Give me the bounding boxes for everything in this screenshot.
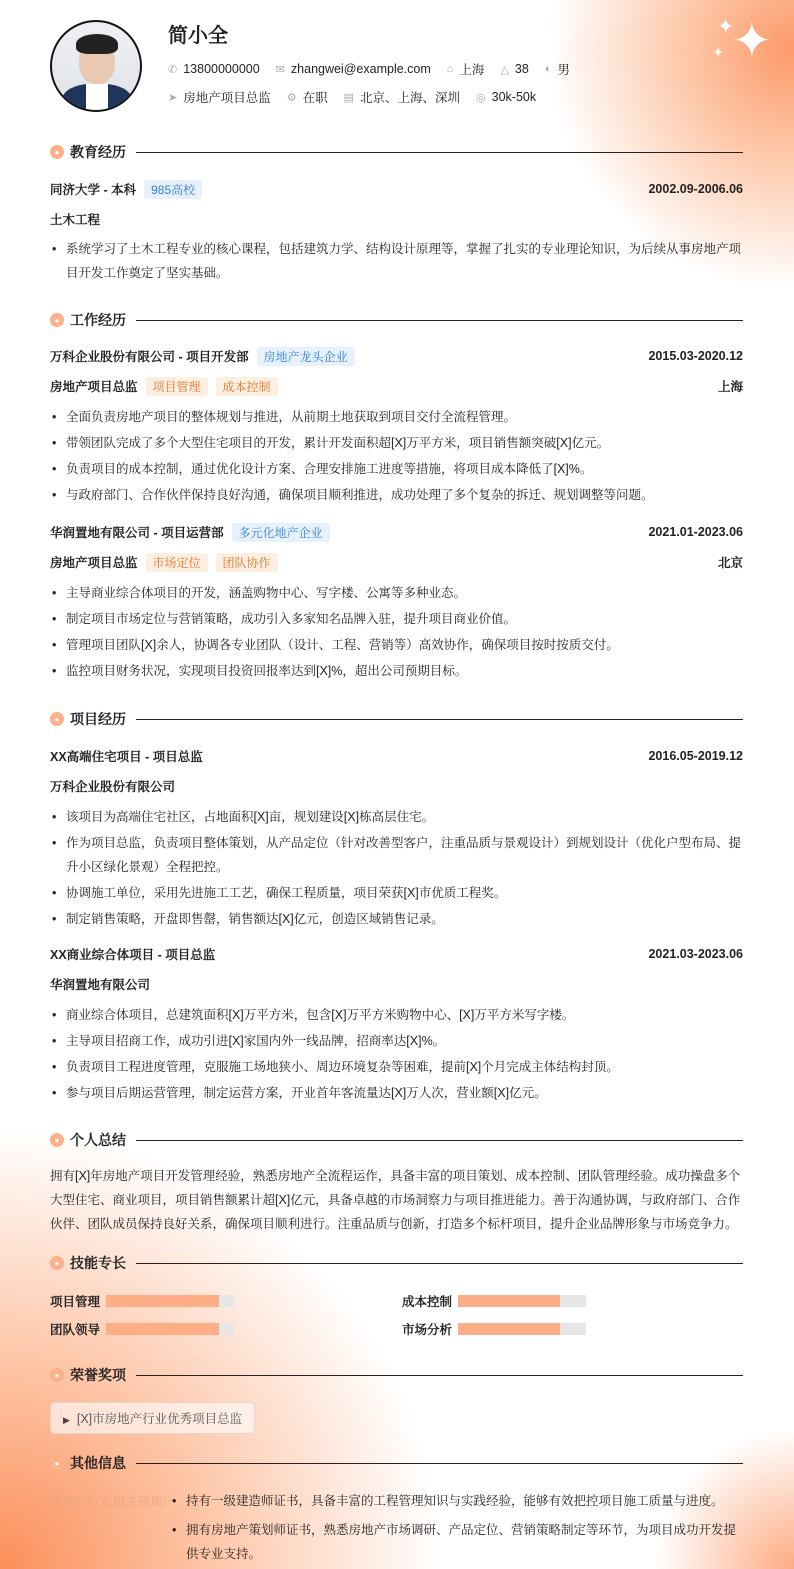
section-work: ● 工作经历 [50,310,743,330]
skill-item: 项目管理 [50,1292,234,1310]
skill-item: 成本控制 [402,1292,586,1310]
list-item: • 参与项目后期运营管理，制定运营方案，开业首年客流量达[X]万人次，营业额[X]亿元。 [50,1081,743,1105]
section-other: ● 其他信息 [50,1453,743,1473]
skill-tag: 项目管理 [146,377,208,396]
skill-item: 团队领导 [50,1320,234,1338]
job-row: ➤ 房地产项目总监 ⚙ 在职 ▤ 北京、上海、深圳 ◎ 30k-50k [168,90,537,105]
section-project: ● 项目经历 [50,709,743,729]
skill-tag: 团队协作 [216,553,278,572]
contact-row: ✆ 13800000000 ✉ zhangwei@example.com ⌂ 上海 △ 38 ◐ 男 [168,62,570,77]
send-icon: ➤ [168,91,178,104]
skill-tag: 成本控制 [216,377,278,396]
skills-icon: ● [50,1256,64,1270]
list-item: • 拥有房地产策划师证书，熟悉房地产市场调研、产品定位、营销策略制定等环节，为项目成功开发提供专业支持。 [170,1518,743,1566]
list-item: • 负责项目的成本控制，通过优化设计方案、合理安排施工进度等措施，将项目成本降低了[X]%。 [50,457,743,481]
skill-bar [106,1295,234,1307]
divider [136,320,743,321]
project-company: 华润置地有限公司 [50,978,151,992]
education-major: 土木工程 [50,213,101,227]
sparkle-icon: ✦ [712,44,724,60]
skill-bar [458,1295,586,1307]
skill-item: 市场分析 [402,1320,586,1338]
divider [136,1263,743,1264]
candidate-name: 简小全 [168,25,228,47]
status-icon: ⚙ [286,91,297,104]
work-header: 万科企业股份有限公司 - 项目开发部 房地产龙头企业 2015.03-2020.12 [50,347,743,365]
divider [136,152,743,153]
project-icon: ● [50,712,64,726]
school-tag: 985高校 [144,180,202,199]
company-tag: 多元化地产企业 [232,523,330,542]
section-awards: ● 荣誉奖项 [50,1365,743,1385]
skill-tag: 市场定位 [146,553,208,572]
divider [136,1375,743,1376]
list-item: • 制定项目市场定位与营销策略，成功引入多家知名品牌入驻，提升项目商业价值。 [50,607,743,631]
section-skills: ● 技能专长 [50,1253,743,1273]
award-item: ▶ [X]市房地产行业优秀项目总监 [50,1402,255,1434]
list-item: • 管理项目团队[X]余人，协调各专业团队（设计、工程、营销等）高效协作，确保项目按时按质交付。 [50,633,743,657]
work-role: 房地产项目总监 项目管理 成本控制 上海 [50,377,743,395]
project-header: XX高端住宅项目 - 项目总监 2016.05-2019.12 [50,749,743,764]
education-icon: ● [50,145,64,159]
awards-icon: ● [50,1368,64,1382]
sparkle-icon: ✦ [731,15,772,68]
company-tag: 房地产龙头企业 [257,347,355,366]
project-header: XX商业综合体项目 - 项目总监 2021.03-2023.06 [50,947,743,962]
list-item: • 监控项目财务状况，实现项目投资回报率达到[X]%，超出公司预期目标。 [50,659,743,683]
email-icon: ✉ [275,63,285,76]
gender-icon: ◐ [544,63,552,75]
project-company: 万科企业股份有限公司 [50,780,176,794]
other-label: 房地产行业相关资质: [50,1495,166,1509]
summary-icon: ● [50,1133,64,1147]
building-icon: ▤ [343,91,355,104]
divider [136,1463,743,1464]
section-education: ● 教育经历 [50,142,743,162]
divider [136,719,743,720]
list-item: • 该项目为高端住宅社区，占地面积[X]亩，规划建设[X]栋高层住宅。 [50,805,743,829]
list-item: • 负责项目工程进度管理，克服施工场地狭小、周边环境复杂等困难，提前[X]个月完成主体结构封顶。 [50,1055,743,1079]
skill-bar [458,1323,586,1335]
age-icon: △ [500,63,509,76]
salary-icon: ◎ [476,91,486,104]
caret-right-icon: ▶ [63,1415,70,1425]
list-item: • 主导商业综合体项目的开发，涵盖购物中心、写字楼、公寓等多种业态。 [50,581,743,605]
list-item: • 系统学习了土木工程专业的核心课程，包括建筑力学、结构设计原理等，掌握了扎实的专业理论知识，为后续从事房地产项目开发工作奠定了坚实基础。 [50,237,743,285]
phone-icon: ✆ [168,63,178,76]
list-item: • 全面负责房地产项目的整体规划与推进，从前期土地获取到项目交付全流程管理。 [50,405,743,429]
home-icon: ⌂ [446,63,454,75]
list-item: • 主导项目招商工作，成功引进[X]家国内外一线品牌，招商率达[X]%。 [50,1029,743,1053]
list-item: • 协调施工单位，采用先进施工工艺，确保工程质量，项目荣获[X]市优质工程奖。 [50,881,743,905]
list-item: • 制定销售策略，开盘即售罄，销售额达[X]亿元，创造区域销售记录。 [50,907,743,931]
avatar [50,20,142,112]
section-summary: ● 个人总结 [50,1130,743,1150]
skill-bar [106,1323,234,1335]
work-header: 华润置地有限公司 - 项目运营部 多元化地产企业 2021.01-2023.06 [50,523,743,541]
education-header: 同济大学 - 本科 985高校 2002.09-2006.06 [50,180,743,198]
list-item: • 带领团队完成了多个大型住宅项目的开发，累计开发面积超[X]万平方米，项目销售额突破[X]亿元。 [50,431,743,455]
list-item: • 商业综合体项目，总建筑面积[X]万平方米，包含[X]万平方米购物中心、[X]万平方米写字楼。 [50,1003,743,1027]
work-role: 房地产项目总监 市场定位 团队协作 北京 [50,553,743,571]
work-icon: ● [50,313,64,327]
list-item: • 作为项目总监，负责项目整体策划，从产品定位（针对改善型客户，注重品质与景观设计）到规划设计（优化户型布局、提升小区绿化景观）全程把控。 [50,831,743,879]
summary-text: 拥有[X]年房地产项目开发管理经验，熟悉房地产全流程运作，具备丰富的项目策划、成本控制、团队管理经验。成功操盘多个大型住宅、商业项目，项目销售额累计超[X]亿元，具备卓越的市场洞察力与项目推进能力。善于沟通协调，与政府部门、合作伙伴、团队成员保持良好关系，确保项目顺利进行。注重品质与创新，打造多个标杆项目，提升企业品牌形象与市场竞争力。 [50,1169,741,1231]
sparkle-icon: ✦ [717,16,734,38]
other-icon: ● [50,1456,64,1470]
list-item: • 与政府部门、合作伙伴保持良好沟通，确保项目顺利推进，成功处理了多个复杂的拆迁、规划调整等问题。 [50,483,743,507]
divider [136,1140,743,1141]
list-item: • 持有一级建造师证书，具备丰富的工程管理知识与实践经验，能够有效把控项目施工质量与进度。 [170,1489,743,1513]
